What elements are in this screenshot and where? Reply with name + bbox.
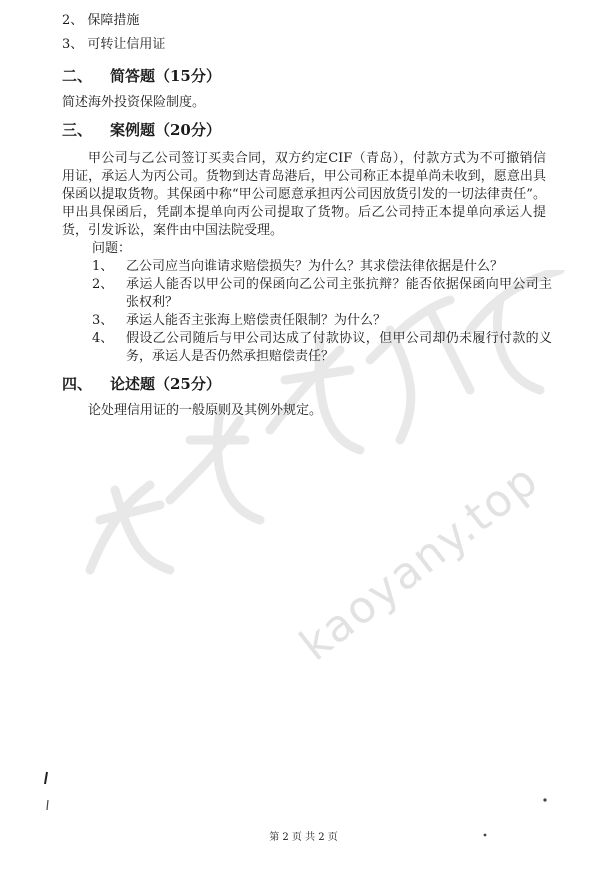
list-item (62, 36, 165, 54)
section-title: 案例题（20分） (110, 121, 221, 139)
question-item (92, 330, 552, 366)
section-heading (62, 120, 221, 140)
question-number: 3、 (92, 313, 114, 328)
section-number: 三、 (62, 121, 93, 139)
question-body: 承运人能否主张海上赔偿责任限制？为什么？ (126, 313, 387, 328)
question-item (92, 312, 552, 330)
scan-mark (40, 770, 54, 820)
question-body: 承运人能否以甲公司的保函向乙公司主张抗辩？能否依据保函向甲公司主张权利？ (126, 277, 552, 310)
question-item (92, 258, 552, 276)
question-text: 简述海外投资保险制度。 (62, 95, 206, 110)
item-number: 2、 (62, 13, 84, 28)
item-number: 3、 (62, 37, 84, 52)
question-text: 论处理信用证的一般原则及其例外规定。 (88, 403, 323, 418)
question-body: 乙公司应当向谁请求赔偿损失？为什么？其求偿法律依据是什么？ (126, 259, 504, 274)
question-number: 4、 (92, 331, 114, 346)
section-heading (62, 374, 221, 394)
item-text: 保障措施 (87, 13, 140, 28)
section-heading (62, 66, 221, 86)
section-title: 简答题（15分） (110, 67, 221, 85)
item-text: 可转让信用证 (87, 37, 166, 52)
question-number: 1、 (92, 259, 114, 274)
page-footer: 第 2 页 共 2 页 (269, 832, 338, 843)
question-number: 2、 (92, 277, 114, 292)
section-number: 二、 (62, 67, 93, 85)
case-paragraph: 甲公司与乙公司签订买卖合同，双方约定CIF（青岛），付款方式为不可撤销信用证，承运人为丙公司。货物到达青岛港后，甲公司称正本提单尚未收到，愿意出具保函以提取货物。其保函中称“甲公司愿意承担丙公司因放货引发的一切法律责任”。甲出具保函后，凭副本提单向丙公司提取了货物。后乙公司持正本提单向承运人提货，引发诉讼，案件由中国法院受理。 (62, 151, 546, 238)
section-number: 四、 (62, 375, 93, 393)
question-item (92, 276, 552, 312)
questions-label: 问题： (92, 241, 132, 256)
scan-mark (540, 795, 550, 805)
question-body: 假设乙公司随后与甲公司达成了付款协议，但甲公司却仍未履行付款的义务，承运人是否仍然承担赔偿责任？ (126, 331, 552, 364)
section-title: 论述题（25分） (110, 375, 221, 393)
watermark-text: kaoyany.top (290, 453, 549, 671)
list-item (62, 12, 139, 30)
